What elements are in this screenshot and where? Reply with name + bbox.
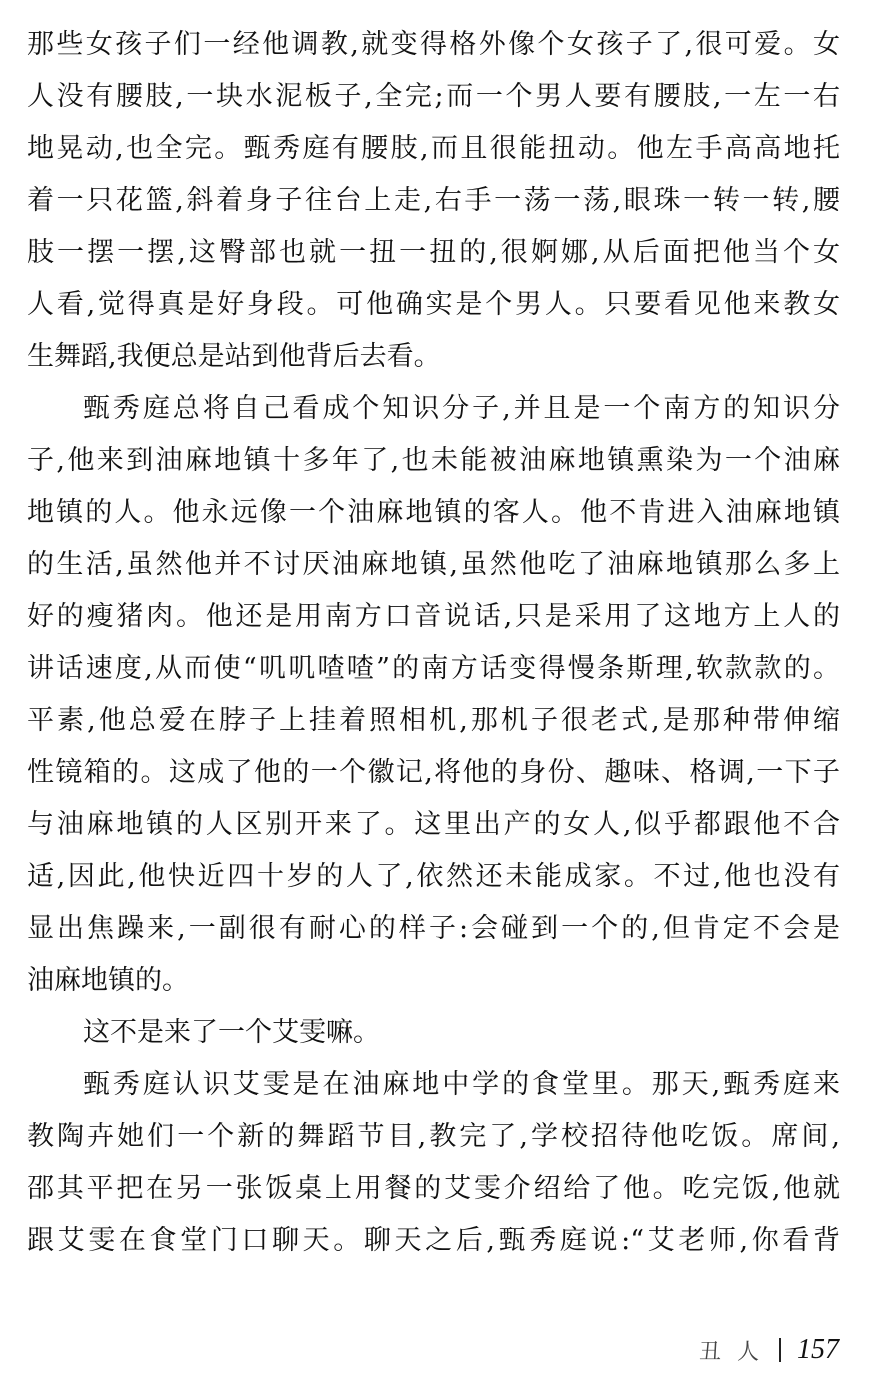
text-line: 邵其平把在另一张饭桌上用餐的艾雯介绍给了他。吃完饭,他就 bbox=[27, 1173, 840, 1204]
footer-divider bbox=[779, 1338, 781, 1362]
text-line: 的生活,虽然他并不讨厌油麻地镇,虽然他吃了油麻地镇那么多上 bbox=[27, 549, 840, 580]
text-line: 与油麻地镇的人区别开来了。这里出产的女人,似乎都跟他不合 bbox=[27, 809, 840, 840]
page-number: 157 bbox=[797, 1334, 839, 1365]
text-line: 性镜箱的。这成了他的一个徽记,将他的身份、趣味、格调,一下子 bbox=[27, 757, 840, 788]
text-line: 油麻地镇的。 bbox=[27, 965, 189, 996]
text-line: 甄秀庭认识艾雯是在油麻地中学的食堂里。那天,甄秀庭来 bbox=[83, 1069, 840, 1100]
text-line: 好的瘦猪肉。他还是用南方口音说话,只是采用了这地方上人的 bbox=[27, 601, 840, 632]
text-line: 甄秀庭总将自己看成个知识分子,并且是一个南方的知识分 bbox=[83, 393, 840, 424]
paragraph-4 bbox=[27, 1059, 840, 1267]
text-line: 跟艾雯在食堂门口聊天。聊天之后,甄秀庭说:“艾老师,你看背 bbox=[27, 1225, 840, 1256]
paragraph-3 bbox=[27, 1007, 840, 1059]
page-footer bbox=[699, 1330, 839, 1370]
page-body bbox=[27, 19, 840, 1267]
paragraph-1 bbox=[27, 19, 840, 383]
text-line: 讲话速度,从而使“叽叽喳喳”的南方话变得慢条斯理,软款款的。 bbox=[27, 653, 840, 684]
running-title: 丑人 bbox=[698, 1339, 775, 1365]
text-line: 人没有腰肢,一块水泥板子,全完;而一个男人要有腰肢,一左一右 bbox=[27, 81, 840, 112]
text-line: 那些女孩子们一经他调教,就变得格外像个女孩子了,很可爱。女 bbox=[27, 29, 840, 60]
text-line: 地晃动,也全完。甄秀庭有腰肢,而且很能扭动。他左手高高地托 bbox=[27, 133, 840, 164]
text-line: 显出焦躁来,一副很有耐心的样子:会碰到一个的,但肯定不会是 bbox=[27, 913, 840, 944]
text-line: 这不是来了一个艾雯嘛。 bbox=[83, 1017, 380, 1048]
text-line: 教陶卉她们一个新的舞蹈节目,教完了,学校招待他吃饭。席间, bbox=[27, 1121, 840, 1152]
text-line: 平素,他总爱在脖子上挂着照相机,那机子很老式,是那种带伸缩 bbox=[27, 705, 840, 736]
text-line: 地镇的人。他永远像一个油麻地镇的客人。他不肯进入油麻地镇 bbox=[27, 497, 840, 528]
text-line: 子,他来到油麻地镇十多年了,也未能被油麻地镇熏染为一个油麻 bbox=[27, 445, 840, 476]
text-line: 肢一摆一摆,这臀部也就一扭一扭的,很婀娜,从后面把他当个女 bbox=[27, 237, 840, 268]
text-line: 着一只花篮,斜着身子往台上走,右手一荡一荡,眼珠一转一转,腰 bbox=[27, 185, 840, 216]
text-line: 生舞蹈,我便总是站到他背后去看。 bbox=[27, 341, 441, 372]
paragraph-2 bbox=[27, 383, 840, 1007]
text-line: 人看,觉得真是好身段。可他确实是个男人。只要看见他来教女 bbox=[27, 289, 840, 320]
text-line: 适,因此,他快近四十岁的人了,依然还未能成家。不过,他也没有 bbox=[27, 861, 840, 892]
